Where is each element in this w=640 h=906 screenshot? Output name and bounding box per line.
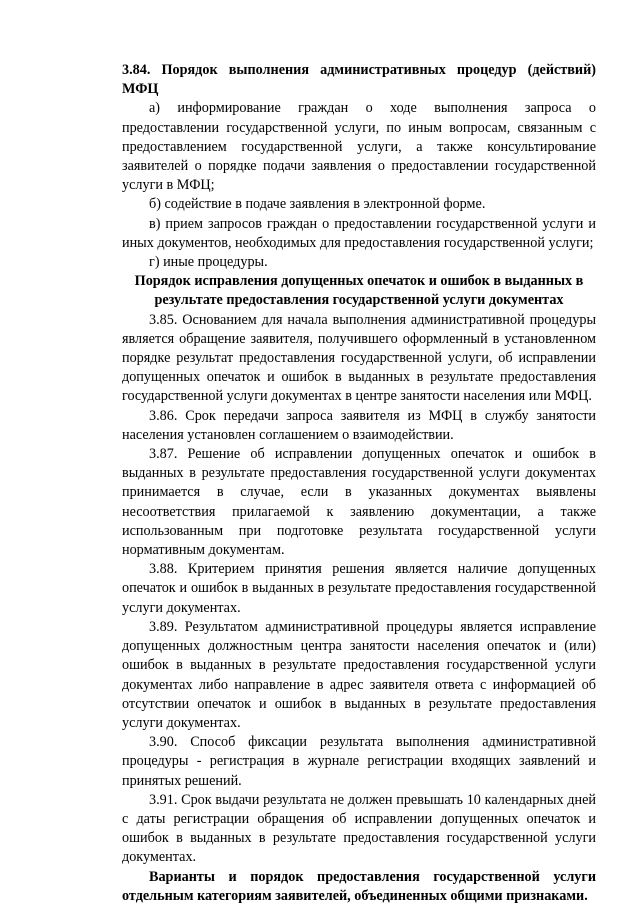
section-title: Порядок исправления допущенных опечаток и ошибок в выданных в результате предоставления государственной услуги документах	[134, 273, 584, 309]
closing-section-title: Варианты и порядок предоставления государственной услуги отдельным категориям заявителей, объединенных общими признаками.	[122, 868, 596, 904]
list-item-g: г) иные процедуры.	[149, 254, 268, 271]
list-item-b: б) содействие в подаче заявления в электронной форме.	[149, 196, 486, 213]
paragraph-3-87: 3.87. Решение об исправлении допущенных опечаток и ошибок в выданных в результате предоставления государственной услуги документах принимается в случае, если в указанных документах выявлены несоответствия прилагаемой к заявлению документации, а также использованным при подготовке результата государственной услуги нормативным документам.	[122, 446, 596, 559]
paragraph-3-85: 3.85. Основанием для начала выполнения административной процедуры является обращение заявителя, получившего оформленный в установленном порядке результат предоставления государственной услуги, об исправлении допущенных опечаток и ошибок в выданных в результате предоставления государственной услуги документах в центре занятости населения или МФЦ.	[122, 311, 596, 405]
document-body	[122, 61, 596, 906]
list-item-a: а) информирование граждан о ходе выполнения запроса о предоставлении государственной услуги, по иным вопросам, связанным с предоставлением государственной услуги, а также консультирование заявителей о порядке подачи заявления о предоставлении государственной услуги в МФЦ;	[122, 100, 596, 194]
paragraph-3-86: 3.86. Срок передачи запроса заявителя из МФЦ в службу занятости населения установлен соглашением о взаимодействии.	[122, 407, 596, 443]
heading-3-84: 3.84. Порядок выполнения административных процедур (действий) МФЦ	[122, 62, 596, 98]
paragraph-3-89: 3.89. Результатом административной процедуры является исправление допущенных должностным центра занятости населения опечаток и (или) ошибок в выданных в результате предоставления государственной услуги документах либо направление в адрес заявителя ответа с информацией об отсутствии опечаток и ошибок в выданных в результате предоставления услуги документах.	[122, 618, 596, 731]
list-item-v: в) прием запросов граждан о предоставлении государственной услуги и иных документов, необходимых для предоставления государственной услуги;	[122, 215, 596, 251]
paragraph-3-88: 3.88. Критерием принятия решения является наличие допущенных опечаток и ошибок в выданных в результате предоставления государственной услуги документах.	[122, 561, 596, 616]
paragraph-3-91: 3.91. Срок выдачи результата не должен превышать 10 календарных дней с даты регистрации обращения об исправлении допущенных опечаток и ошибок в выданных в результате предоставления государственной услуги документах.	[122, 791, 596, 866]
paragraph-3-90: 3.90. Способ фиксации результата выполнения административной процедуры - регистрация в журнале регистрации входящих заявлений и принятых решений.	[122, 734, 596, 789]
